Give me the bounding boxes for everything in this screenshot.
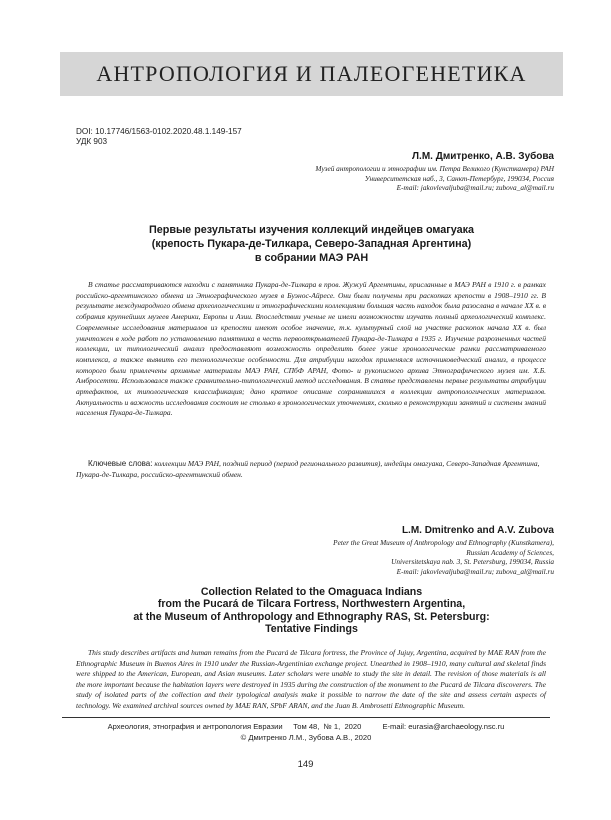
footer-divider xyxy=(62,717,550,718)
footer-volume: Том 48, xyxy=(293,722,320,731)
doi: DOI: 10.17746/1563-0102.2020.48.1.149-157 xyxy=(76,127,242,136)
en-title-line-2: from the Pucará de Tilcara Fortress, Northwestern Argentina, xyxy=(157,598,466,611)
en-title-line-4: Tentative Findings xyxy=(265,623,358,636)
en-affiliation-1: Peter the Great Museum of Anthropology and Ethnography (Kunstkamera), xyxy=(333,538,554,547)
en-abstract: This study describes artifacts and human remains from the Pucará de Tilcara fortress, the Province of Jujuy, Argentina, acquired by MAE RAN from the Ethnographic Museum in Buenos Aires in 1910 under the Russian-Argentinian exchange project. Unearthed in 1908–1910, many cultural and skeletal finds were shipped to the American, European, and Asian museums. Later scholars were unable to study the site in detail. The revision of those materials is all the more important because the habitation layers were destroyed in 1935 during the construction of the monument to the Pucará de Tilcara discoverers. The study of isolated parts of the collection and their typological analysis make it possible to narrow the date of the site and assess certain aspects of technology. We examined archival sources owned by MAE RAN, SPbF ARAN, and the Juan B. Ambrosetti Ethnographic Museum. xyxy=(76,648,546,710)
en-title-line-3: at the Museum of Anthropology and Ethnography RAS, St. Petersburg: xyxy=(133,610,490,623)
en-title xyxy=(60,586,563,636)
section-title: АНТРОПОЛОГИЯ И ПАЛЕОГЕНЕТИКА xyxy=(96,61,527,86)
page-number: 149 xyxy=(297,759,314,770)
ru-title-line-3: в собрании МАЭ РАН xyxy=(254,252,369,264)
footer-journal-line xyxy=(62,722,550,731)
ru-keywords xyxy=(76,459,546,480)
section-banner xyxy=(60,52,563,96)
udk: УДК 903 xyxy=(76,137,108,146)
en-affiliation-2: Russian Academy of Sciences, xyxy=(466,547,554,557)
en-email: E-mail: jakovlevaljuba@mail.ru; zubova_al@mail.ru xyxy=(396,566,554,576)
ru-email: E-mail: jakovlevaljuba@mail.ru; zubova_al@mail.ru xyxy=(396,183,554,193)
ru-abstract: В статье рассматриваются находки с памятника Пукара-де-Тилкара в пров. Жужуй Аргентины, присланные в МАЭ РАН в 1910 г. в рамках российско-аргентинского обмена из Этнографического музея в Буэнос-Айресе. Они были получены при раскопках крепости в 1908–1910 гг. В результате международного обмена археологическими и этнографическими коллекциями большая часть находок была разослана в начале XX в. в собрания крупнейших музеев Америки, Европы и Азии. Впоследствии ученые не имели возможности изучать полный археологический комплекс. Современные исследования материалов из крепости имеют особое значение, т.к. культурный слой на участке раскопок начала XX в. был уничтожен в ходе работ по установлению памятника в честь первооткрывателей Пукара-де-Тилкара в 1935 г. Изучение разрозненных частей коллекции, их типологический анализ предоставляют возможность определить более узкие хронологические рамки рассматриваемого комплекса, а также выявить его технологические особенности. Для атрибуции находок применялся источниковедческий анализ, в процессе которого были привлечены архивные материалы МАЭ РАН, СПбФ АРАН, Фото- и рукописного архива Этнографического музея им. Х.Б. Амбросетти. Использовался также сравнительно-типологический метод исследования. В статье представлены первые результаты атрибуции артефактов, их типологическая классификация; дано краткое описание сохранившихся в коллекции антропологических материалов. Актуальность и важность исследования состоит не столько в хронологических уточнениях, сколько в реконструкции занятий и системы знаний населения Пукара-де-Тилкара. xyxy=(76,280,546,418)
footer-copyright: © Дмитренко Л.М., Зубова А.В., 2020 xyxy=(240,733,372,742)
ru-authors: Л.М. Дмитренко, А.В. Зубова xyxy=(412,151,554,162)
en-affiliation-3: Universitetskaya nab. 3, St. Petersburg, 199034, Russia xyxy=(391,557,554,567)
footer-email: E-mail: eurasia@archaeology.nsc.ru xyxy=(382,722,505,731)
en-author-block xyxy=(333,525,554,576)
footer-issue: № 1, xyxy=(323,722,341,731)
footer-journal: Археология, этнография и антропология Евразии xyxy=(107,722,283,731)
ru-author-block xyxy=(315,151,554,193)
ru-affiliation-1: Музей антропологии и этнографии им. Петра Великого (Кунсткамера) РАН xyxy=(315,164,554,173)
ru-title xyxy=(60,223,563,265)
keywords-text: коллекции МАЭ РАН, поздний период (период регионального развития), индейцы омагуака, Северо-Западная Аргентина, Пукара-де-Тилкара, российско-аргентинский обмен. xyxy=(76,459,540,479)
ru-title-line-2: (крепость Пукара-де-Тилкара, Северо-Западная Аргентина) xyxy=(151,238,472,250)
ru-title-line-1: Первые результаты изучения коллекций индейцев омагуака xyxy=(148,224,475,236)
en-authors: L.M. Dmitrenko and A.V. Zubova xyxy=(401,525,554,536)
keywords-label: Ключевые слова: xyxy=(88,459,153,468)
ru-affiliation-2: Университетская наб., 3, Санкт-Петербург, 199034, Россия xyxy=(364,173,554,183)
en-title-line-1: Collection Related to the Omaguaca Indians xyxy=(200,586,423,598)
footer-year: 2020 xyxy=(344,722,362,731)
